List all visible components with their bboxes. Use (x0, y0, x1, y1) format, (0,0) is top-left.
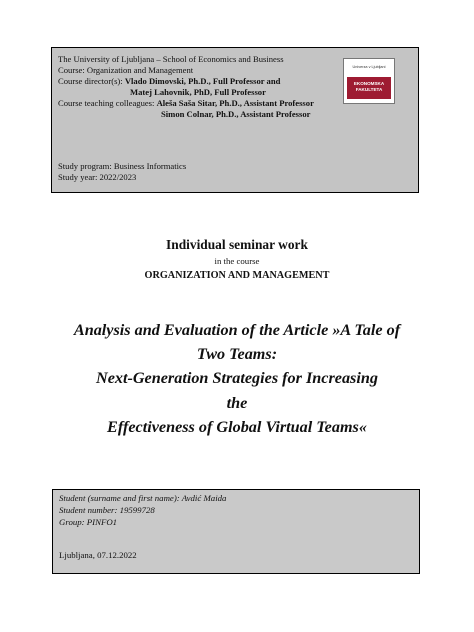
course-line: Course: Organization and Management (58, 65, 194, 76)
logo-university-text: Univerza v Ljubljani (352, 65, 386, 69)
study-year: Study year: 2022/2023 (58, 171, 137, 182)
student-name: Student (surname and first name): Avdić Maida (59, 493, 227, 503)
colleagues-label: Course teaching colleagues: (58, 98, 157, 109)
seminar-title: Individual seminar work (166, 237, 308, 252)
place-date: Ljubljana, 07.12.2022 (59, 549, 137, 560)
student-info-box (52, 489, 420, 574)
colleague-2: Simon Colnar, Ph.D., Assistant Professor (161, 109, 311, 120)
student-group: Group: PINFO1 (59, 517, 118, 528)
colleague-1: Aleša Saša Sitar, Ph.D., Assistant Professor (156, 98, 314, 109)
article-title (30, 318, 444, 439)
article-title-line-3: Next-Generation Strategies for Increasing (96, 369, 378, 388)
article-title-line-1: Analysis and Evaluation of the Article »A Tale of (73, 321, 401, 339)
logo-band (347, 77, 391, 99)
article-title-line-2: Two Teams: (196, 345, 278, 364)
faculty-logo (343, 58, 395, 104)
student-number: Student number: 19599728 (59, 505, 155, 516)
seminar-subtitle: in the course (214, 256, 260, 266)
director-2: Matej Lahovnik, PhD, Full Professor (130, 87, 266, 98)
article-title-line-5: Effectiveness of Global Virtual Teams« (107, 417, 367, 436)
director-1: Vlado Dimovski, Ph.D., Full Professor and (124, 76, 281, 87)
logo-line-1: EKONOMSKA (353, 81, 385, 86)
study-program: Study program: Business Informatics (58, 160, 187, 171)
directors-label: Course director(s): (58, 76, 125, 87)
university-line: The University of Ljubljana – School of Economics and Business (58, 54, 284, 64)
course-name: ORGANIZATION AND MANAGEMENT (144, 270, 330, 281)
article-title-line-4: the (226, 393, 248, 412)
logo-line-2: FAKULTETA (355, 87, 383, 92)
